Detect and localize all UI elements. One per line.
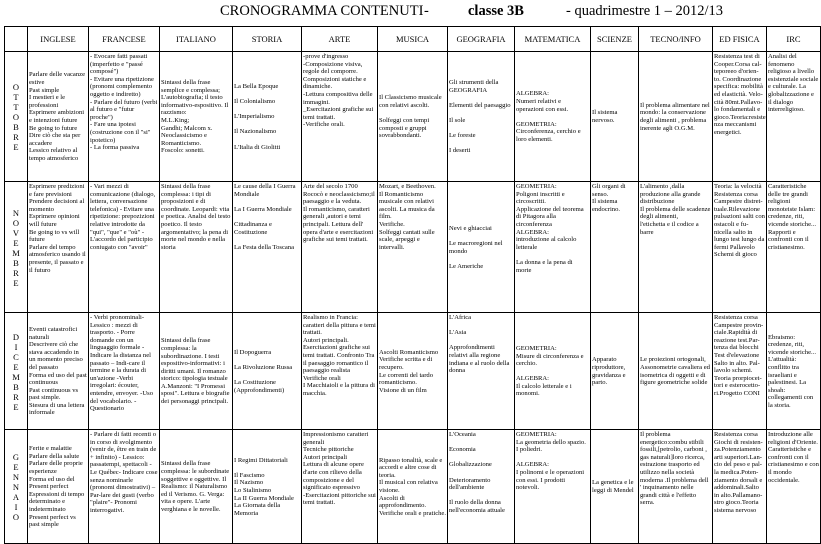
month-text: O T T O B R E: [12, 82, 20, 152]
period-label: - quadrimestre 1 – 2012/13: [566, 3, 724, 19]
col-header-irc: IRC: [767, 27, 821, 52]
table-cell-scienze: [591, 313, 639, 430]
title-separator: -: [424, 3, 429, 19]
cell-text: Resistenza corsa Giochi di resisten-za.Potenziamento arti superiori.Lan-cio del peso e pal-la medica.Poten-ziamento dorsali e addominali.Salto in alto.Pallamano-stro gioco.Teoria sistema nervoso: [714, 431, 763, 514]
col-header-italiano: ITALIANO: [160, 27, 233, 52]
cell-text: Le cause della I Guerra Mondiale La I Guerra Mondiale Cittadinanza e Costituzione La Festa della Toscana: [234, 183, 296, 251]
table-cell-arte: [302, 430, 378, 544]
table-cell-irc: [767, 52, 821, 182]
table-cell-tecno-info: [639, 430, 713, 544]
table-cell-irc: [767, 430, 821, 544]
table-cell-storia: [233, 430, 302, 544]
cell-text: Arte del secolo 1700 Rococò e neoclassicismo;il paesaggio e la veduta. Il romanticismo, caratteri generali ,autori e temi principali. Lettura dell' opera d'arte e esercitazioni grafiche sui temi trattati.: [303, 183, 375, 244]
table-cell-musica: [378, 52, 448, 182]
table-cell-storia: [233, 52, 302, 182]
table-cell-storia: [233, 313, 302, 430]
cell-text: GEOMETRIA: Poligoni inscritti e circoscritti. Applicazione del teorema di Pitagora alla circonferenza ALGEBRA: introduzione al calcolo letterale La donna e la pena di morte: [516, 183, 584, 274]
month-text: D I C E M B R E: [12, 331, 20, 412]
table-cell-arte: [302, 313, 378, 430]
cell-text: - Parlare di fatti recenti o in corso di svolgimento (venir de, être en train de + infinito) - Lessico: passatempi, spettacoli - Le Québec- Indicare cose senza nominarle (pronomi dimostrativi) – Par-lare dei gusti (verbo "plaire"- Pronomi interrogativi.: [90, 431, 158, 514]
cell-text: Eventi catastrofici naturali Descrivere ciò che stava accadendo in un momento preciso del passato Forma ed uso del past continuous Past continuous vs past simple. Stesura di una lettera informale: [29, 325, 87, 417]
month-text: N O V E M B R E: [12, 207, 20, 288]
cell-text: Impressionismo caratteri generali Tecniche pittoriche Autori principali Lettura di alcune opere d'arte con rilievo della composizione e del significato espressivo -Esercitazioni pittoriche sui temi trattati.: [303, 431, 376, 507]
col-header-inglese: INGLESE: [28, 27, 89, 52]
cell-text: - Verbi pronominali-Lessico : mezzi di trasporto. - Porre domande con un linguaggio formale - Indicare la distanza nel passato – Indi-care il termine e la durata di un'azione -Verbi irregolari: écouter, entendre, envoyer. -Uso del vocabolario. -Questionario: [90, 314, 153, 413]
table-cell-matematica: [515, 52, 591, 182]
table-cell-geografia: [448, 313, 515, 430]
header-row: [5, 27, 821, 52]
table-cell-francese: [89, 182, 160, 313]
cell-text: I Regimi Dittatoriali Il Fascismo Il Nazismo Lo Stalinismo La II Guerra Mondiale La Giornata della Memoria: [234, 456, 294, 517]
cell-text: La genetica e le leggi di Mendel: [592, 479, 634, 494]
col-header-month: [5, 27, 28, 52]
cell-text: Introduzione alle religioni d'Oriente. Caratteristiche e confronti con il cristianesimo e con il mondo occidentale.: [768, 431, 819, 484]
table-row-ottobre: [5, 52, 821, 182]
cell-text: Resistenza corsa Campestre provin-ciale.Rapidità di reazione test.Par-tenza dai blocchi Test d'elevazione Salto in alto. Pal-lavolo schemi. Teoria prorpiocet-tori e esterocetto-ri.Progetto CONI: [714, 314, 764, 397]
col-header-musica: MUSICA: [378, 27, 448, 52]
table-row-novembre: [5, 182, 821, 313]
cell-text: Nevi e ghiacciai Le macroregioni nel mondo Le Americhe: [449, 224, 503, 270]
table-cell-matematica: [515, 430, 591, 544]
cell-text: Esprimere predizioni e fare previsioni Prendere decisioni al momento Esprimere opinioni will future Be going to vs will future Parlare del tempo atmosferico usando il presente, il passato e il futuro: [29, 183, 86, 274]
cell-text: Parlare delle vacanze estive Past simple I mestieri e le professioni Esprimere ambizioni e intenzioni future Be going to future Dire ciò che sta per accadere Lessico relativo al tempo atmosferico: [29, 71, 86, 162]
table-cell-geografia: [448, 182, 515, 313]
cell-text: Il problema alimentare nel mondo: la conservazione degli alimenti , problema inerente agli O.G.M.: [640, 101, 710, 132]
cell-text: Gli strumenti della GEOGRAFIA Elementi del paesaggio Il sole Le foreste I deserti: [449, 79, 511, 155]
table-cell-tecno-info: [639, 182, 713, 313]
table-cell-arte: [302, 52, 378, 182]
page-header: [0, 3, 768, 25]
table-cell-ed-fisica: [713, 182, 767, 313]
table-cell-ed-fisica: [713, 430, 767, 544]
col-header-ed-fisica: ED FISICA: [713, 27, 767, 52]
table-cell-inglese: [28, 313, 89, 430]
cell-text: Ferite e malattie Parlare della salute Parlare delle proprie esperienze Forma ed uso del Present perfect Espressioni di tempo determinato e indeterminato Present perfect vs past simple: [29, 445, 85, 529]
cell-text: - Evocare fatti passati (imperfetto e "passé composé") - Evitare una ripetizione (pronomi complemento oggetto e indiretto) - Parlare del futuro (verbi al futuro e "futur proche") - Fare una ipotesi (costruzione con il "si" ipotetico) - La forma passiva: [90, 53, 158, 152]
cell-text: Apparato riproduttore, gravidanza e parto.: [592, 356, 626, 387]
table-cell-musica: [378, 313, 448, 430]
col-header-arte: ARTE: [302, 27, 378, 52]
month-label: [5, 430, 28, 544]
cell-text: L'Oceania Economia Globalizzazione Deterioramento dell'ambiente Il ruolo della donna nell'economia attuale: [449, 431, 505, 514]
table-cell-italiano: [160, 430, 233, 544]
cell-text: - Vari mezzi di comunicazione (dialogo, lettera, conversazione telefonica) - Evitare una ripetizione: prepozizioni relative introdotte da "qui", "que" e "où" - L'accordo del participio coniugato con "avoir": [90, 183, 156, 251]
schedule-table: [4, 26, 821, 544]
cell-text: Sintassi della frase complessa: la subordinazione. I testi espositivo-informativi: i diritti umani. Il romanzo storico: tipologia testuale A.Manzoni: "I Promessi sposi". Lettura e biografie dei personaggi principali.: [161, 337, 230, 406]
cell-text: L'Africa L'Asia Approfondimenti relativi alla regione indiana e al ruolo della donna: [449, 314, 510, 375]
month-label: [5, 182, 28, 313]
cell-text: Mozart, e Beethoven. Il Romanticismo musicale con relativi ascolti. La musica da film. Verifiche. Solfeggi cantati sulle scale, arpeggi e intervalli.: [379, 183, 436, 251]
table-cell-scienze: [591, 52, 639, 182]
table-cell-scienze: [591, 182, 639, 313]
cell-text: Ebraismo: credenze, riti, vicende storiche... L'attualità: conflitto tra israeliani e palestinesi. La shoah: collegamenti con la storia.: [768, 333, 816, 409]
cell-text: Teoria: la velocità Resistenza corsa Campestre distret-tuale.Rilevazione pulsazioni salti con ostacoli e fu-nicella salto in lungo test lungo da fermi Pallavolo Schemi di gioco: [714, 183, 765, 259]
month-text: G E N N A I O: [12, 452, 20, 522]
table-row-gennaio: [5, 430, 821, 544]
table-cell-storia: [233, 182, 302, 313]
table-cell-inglese: [28, 182, 89, 313]
cell-text: GEOMETRIA: Misure di circonferenza e cerchio. ALGEBRA: Il calcolo letterale e i monomi.: [516, 344, 584, 398]
col-header-scienze: SCIENZE: [591, 27, 639, 52]
table-cell-inglese: [28, 52, 89, 182]
month-label: [5, 313, 28, 430]
table-cell-francese: [89, 313, 160, 430]
cell-text: Gli organi di senso. Il sistema endocrino.: [592, 183, 626, 213]
table-cell-tecno-info: [639, 313, 713, 430]
col-header-francese: FRANCESE: [89, 27, 160, 52]
table-cell-irc: [767, 182, 821, 313]
cell-text: Sintassi della frase complessa: i tipi di proposizioni e di coordinate. Leopardi: vita e poetica. Analisi del testo poetico. Il testo argomentativo; la pena di morte nel mondo e nella storia: [161, 183, 231, 251]
table-cell-italiano: [160, 182, 233, 313]
cell-text: Resistenza test di Cooper.Corsa cal-teporeeo d'orien-to. Coordinazione specifica: mobilità ed elasticità. Velo-cità 80mt.Pallavo-lo fondamentali e gioco.Teoria:resiste nza meccanismi energetici.: [714, 53, 766, 136]
table-cell-italiano: [160, 313, 233, 430]
table-cell-geografia: [448, 52, 515, 182]
table-cell-scienze: [591, 430, 639, 544]
cell-text: ALGEBRA: Numeri relativi e operazioni con essi. GEOMETRIA: Circonferenza, cerchio e loro elementi.: [516, 90, 581, 143]
cell-text: Il Dopoguerra La Rivoluzione Russa La Costituzione (Approfondimenti): [234, 348, 293, 394]
cell-text: Il problema energetico:combu stibili fossili,[petrolio, carboni , gas naturali]loro ricerca, estrazione trasporto ed utilizzo nella società moderna .Il problema dell ' inquinamento nelle grandi città e l'effetto serra.: [640, 431, 709, 507]
table-cell-inglese: [28, 430, 89, 544]
table-cell-musica: [378, 430, 448, 544]
cell-text: GEOMETRIA: La geometria dello spazio. I poliedri. ALGEBRA: I polinomi e le operazioni con essi. I prodotti notevoli.: [516, 431, 586, 492]
table-cell-tecno-info: [639, 52, 713, 182]
class-name: classe 3B: [468, 3, 524, 19]
cell-text: Ripasso tonalità, scale e accordi e altre cose di teoria. Il musical con relativa visione. Ascolti di approfondimento. Verifiche orali e pratiche.: [379, 456, 446, 517]
col-header-storia: STORIA: [233, 27, 302, 52]
col-header-matematica: MATEMATICA: [515, 27, 591, 52]
page-title: CRONOGRAMMA CONTENUTI: [220, 3, 424, 19]
table-cell-ed-fisica: [713, 52, 767, 182]
month-label: [5, 52, 28, 182]
table-cell-francese: [89, 52, 160, 182]
cell-text: Realismo in Francia: caratteri della pittura e temi trattati. Autori principali. Esercitazioni grafiche sui temi trattati. Confronto Tra il paesaggio romantico il paesaggio realista Verifiche orali I Macchiaioli e la pittura di macchia.: [303, 314, 376, 397]
cell-text: Il Classicismo musicale con relativi ascolti. Solfeggi con tempi composti e gruppi sovrabbondanti.: [379, 94, 442, 140]
table-cell-musica: [378, 182, 448, 313]
cell-text: Analisi del fenomeno religioso a livello esistenziale sociale e culturale. La globalizzazione e il dialogo interreligioso.: [768, 53, 819, 114]
cell-text: Ascolti Romanticismo Verifiche scritta e di recupero. Le correnti del tardo romanticismo. Visione di un film: [379, 348, 439, 394]
table-row-dicembre: [5, 313, 821, 430]
cell-text: -prove d'ingresso -Composizione visiva, regole del comporre. Composizioni statiche e dinamiche. -Lettura compositiva delle immagini. _Esercitazioni grafiche sui temi trattati. -Verifiche orali.: [303, 53, 374, 129]
table-cell-italiano: [160, 52, 233, 182]
table-cell-arte: [302, 182, 378, 313]
cell-text: Sintassi della frase complessa: le subordinate soggettive e oggettive. Il Realismo: il Naturalismo ed il Verismo. G. Verga: vita e opere. L'arte verghiana e le novelle.: [161, 460, 230, 513]
table-cell-matematica: [515, 313, 591, 430]
cell-text: L'alimento ,dalla produzione alla grande distribuzione Il problema delle scadenze degli alimenti, l'etichetta e il codice a barre: [640, 183, 711, 236]
col-header-geografia: GEOGRAFIA: [448, 27, 515, 52]
table-cell-geografia: [448, 430, 515, 544]
cell-text: Sintassi della frase semplice e complessa; L'autobiografia; il testo informativo-espositivo. Il razzismo: M.L.King; Gandhi; Malcom x. Neoclassicismo e Romanticismo. Foscolo: sonetti.: [161, 79, 229, 155]
table-cell-ed-fisica: [713, 313, 767, 430]
cell-text: Caratteristiche delle tre grandi religioni monoteiste Islam: credenze, riti, vicende storiche... Rapporti e confronti con il cristianesimo.: [768, 183, 816, 251]
table-cell-matematica: [515, 182, 591, 313]
cell-text: Il sistema nervoso.: [592, 109, 618, 124]
table-cell-irc: [767, 313, 821, 430]
col-header-tecno-info: TECNO/INFO: [639, 27, 713, 52]
cell-text: Le proiezioni ortogonali, Assonometrie cavaliera ed isometrica di oggetti e di figure geometriche solide: [640, 356, 710, 387]
table-cell-francese: [89, 430, 160, 544]
cell-text: La Bella Epoque Il Colonialismo L'Imperialismo Il Nazionalismo L'Italia di Giolitti: [234, 82, 281, 151]
